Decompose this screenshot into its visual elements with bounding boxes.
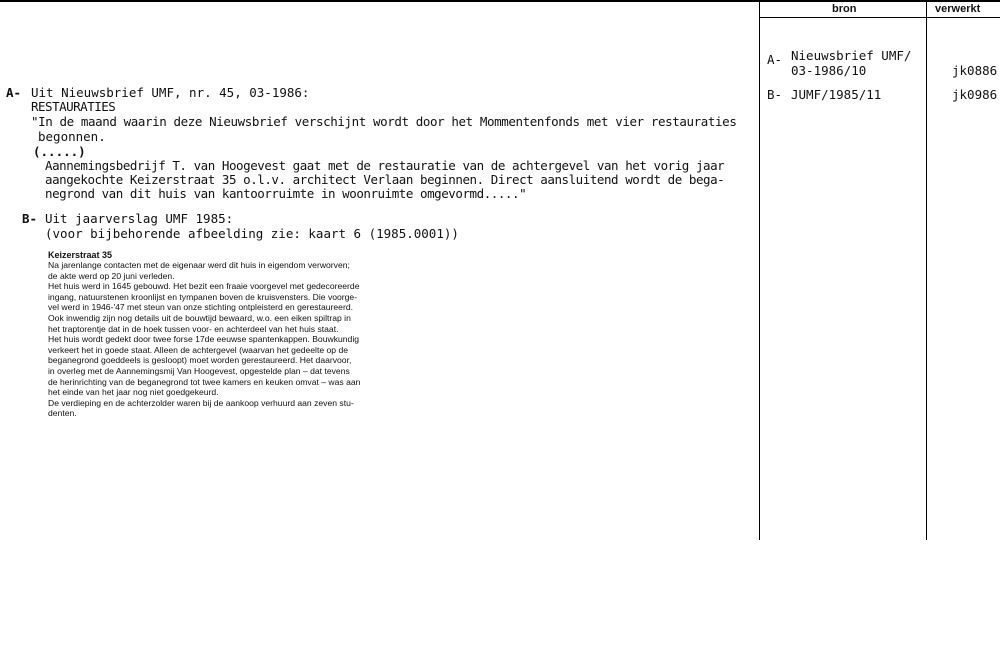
clipping-line: Na jarenlange contacten met de eigenaar werd dit huis in eigendom verworven; xyxy=(48,260,350,270)
clipping-line: in overleg met de Aannemingsmij Van Hoogevest, opgestelde plan – dat tevens xyxy=(48,365,350,376)
report-clipping xyxy=(48,250,428,419)
source-line: JUMF/1985/11 xyxy=(791,87,882,102)
clipping-line: Het huis werd in 1645 gebouwd. Het bezit een fraaie voorgevel met gedecoreerde xyxy=(48,281,360,292)
section-a-label: A- xyxy=(6,85,22,100)
quote-line: "In de maand waarin deze Nieuwsbrief verschijnt wordt door het Mommentenfonds met vier restauraties xyxy=(31,114,737,129)
clipping-line: ingang, natuurstenen kroonlijst en tympanen boven de kruisvensters. Die voorge- xyxy=(48,291,358,302)
source-line: 03-1986/10 xyxy=(791,63,867,78)
clipping-line: de akte werd op 20 juni verleden. xyxy=(48,270,175,281)
clipping-line: het einde van het jaar nog niet goedgekeurd. xyxy=(48,387,219,398)
clipping-line: Het huis wordt gedekt door twee forse 17de eeuwse spantenkappen. Bouwkundig xyxy=(48,334,360,345)
body-line: aangekochte Keizerstraat 35 o.l.v. architect Verlaan beginnen. Direct aansluitend wordt de bega- xyxy=(45,172,725,187)
clipping-line: de herinrichting van de beganegrond tot twee kamers en keuken omvat – was aan xyxy=(48,376,361,387)
header-verwerkt: verwerkt xyxy=(935,3,981,15)
clipping-text xyxy=(48,260,428,419)
clipping-line: vel werd in 1946-'47 met steun van onze stichting ontpleisterd en gerestaureerd. xyxy=(48,302,353,313)
clipping-line: Ook inwendig zijn nog details uit de bouwtijd bewaard, w.o. een eiken spiltrap in xyxy=(48,312,351,323)
source-prefix: A- xyxy=(767,52,783,67)
clipping-line: beganegrond goeddeels is gesloopt) moet worden gerestaureerd. Het daarvoor, xyxy=(48,355,352,366)
source-code: jk0886 xyxy=(952,63,998,78)
ellipsis: (.....) xyxy=(33,144,86,159)
table-top-border xyxy=(0,0,1000,2)
body-line: negrond van dit huis van kantoorruimte in woonruimte omgevormd....." xyxy=(45,186,527,201)
table-header-divider xyxy=(760,17,1000,18)
source-line: Nieuwsbrief UMF/ xyxy=(791,48,912,63)
clipping-line: het traptorentje dat in de hoek tussen voor- en achterdeel van het huis staat. xyxy=(48,323,339,334)
source-prefix: B- xyxy=(767,87,783,102)
column-divider-left xyxy=(759,0,760,540)
clipping-title: Keizerstraat 35 xyxy=(48,250,113,260)
section-b-label: B- xyxy=(22,211,38,226)
header-bron: bron xyxy=(832,3,857,15)
section-a-subheading: RESTAURATIES xyxy=(31,99,116,114)
clipping-line: De verdieping en de achterzolder waren bij de aankoop verhuurd aan zeven stu- xyxy=(48,397,354,408)
clipping-line: denten. xyxy=(48,408,77,419)
body-line: Aannemingsbedrijf T. van Hoogevest gaat met de restauratie van de achtergevel van het vorig jaar xyxy=(45,158,725,173)
clipping-line: verkeert het in goede staat. Alleen de achtergevel (waarvan het gedeelte op de xyxy=(48,344,349,355)
section-a-heading: Uit Nieuwsbrief UMF, nr. 45, 03-1986: xyxy=(31,85,310,100)
quote-line: begonnen. xyxy=(38,129,106,144)
section-b-heading: Uit jaarverslag UMF 1985: xyxy=(45,211,234,226)
source-code: jk0986 xyxy=(952,87,998,102)
section-b-note: (voor bijbehorende afbeelding zie: kaart 6 (1985.0001)) xyxy=(45,226,459,241)
column-divider-middle xyxy=(926,0,927,540)
